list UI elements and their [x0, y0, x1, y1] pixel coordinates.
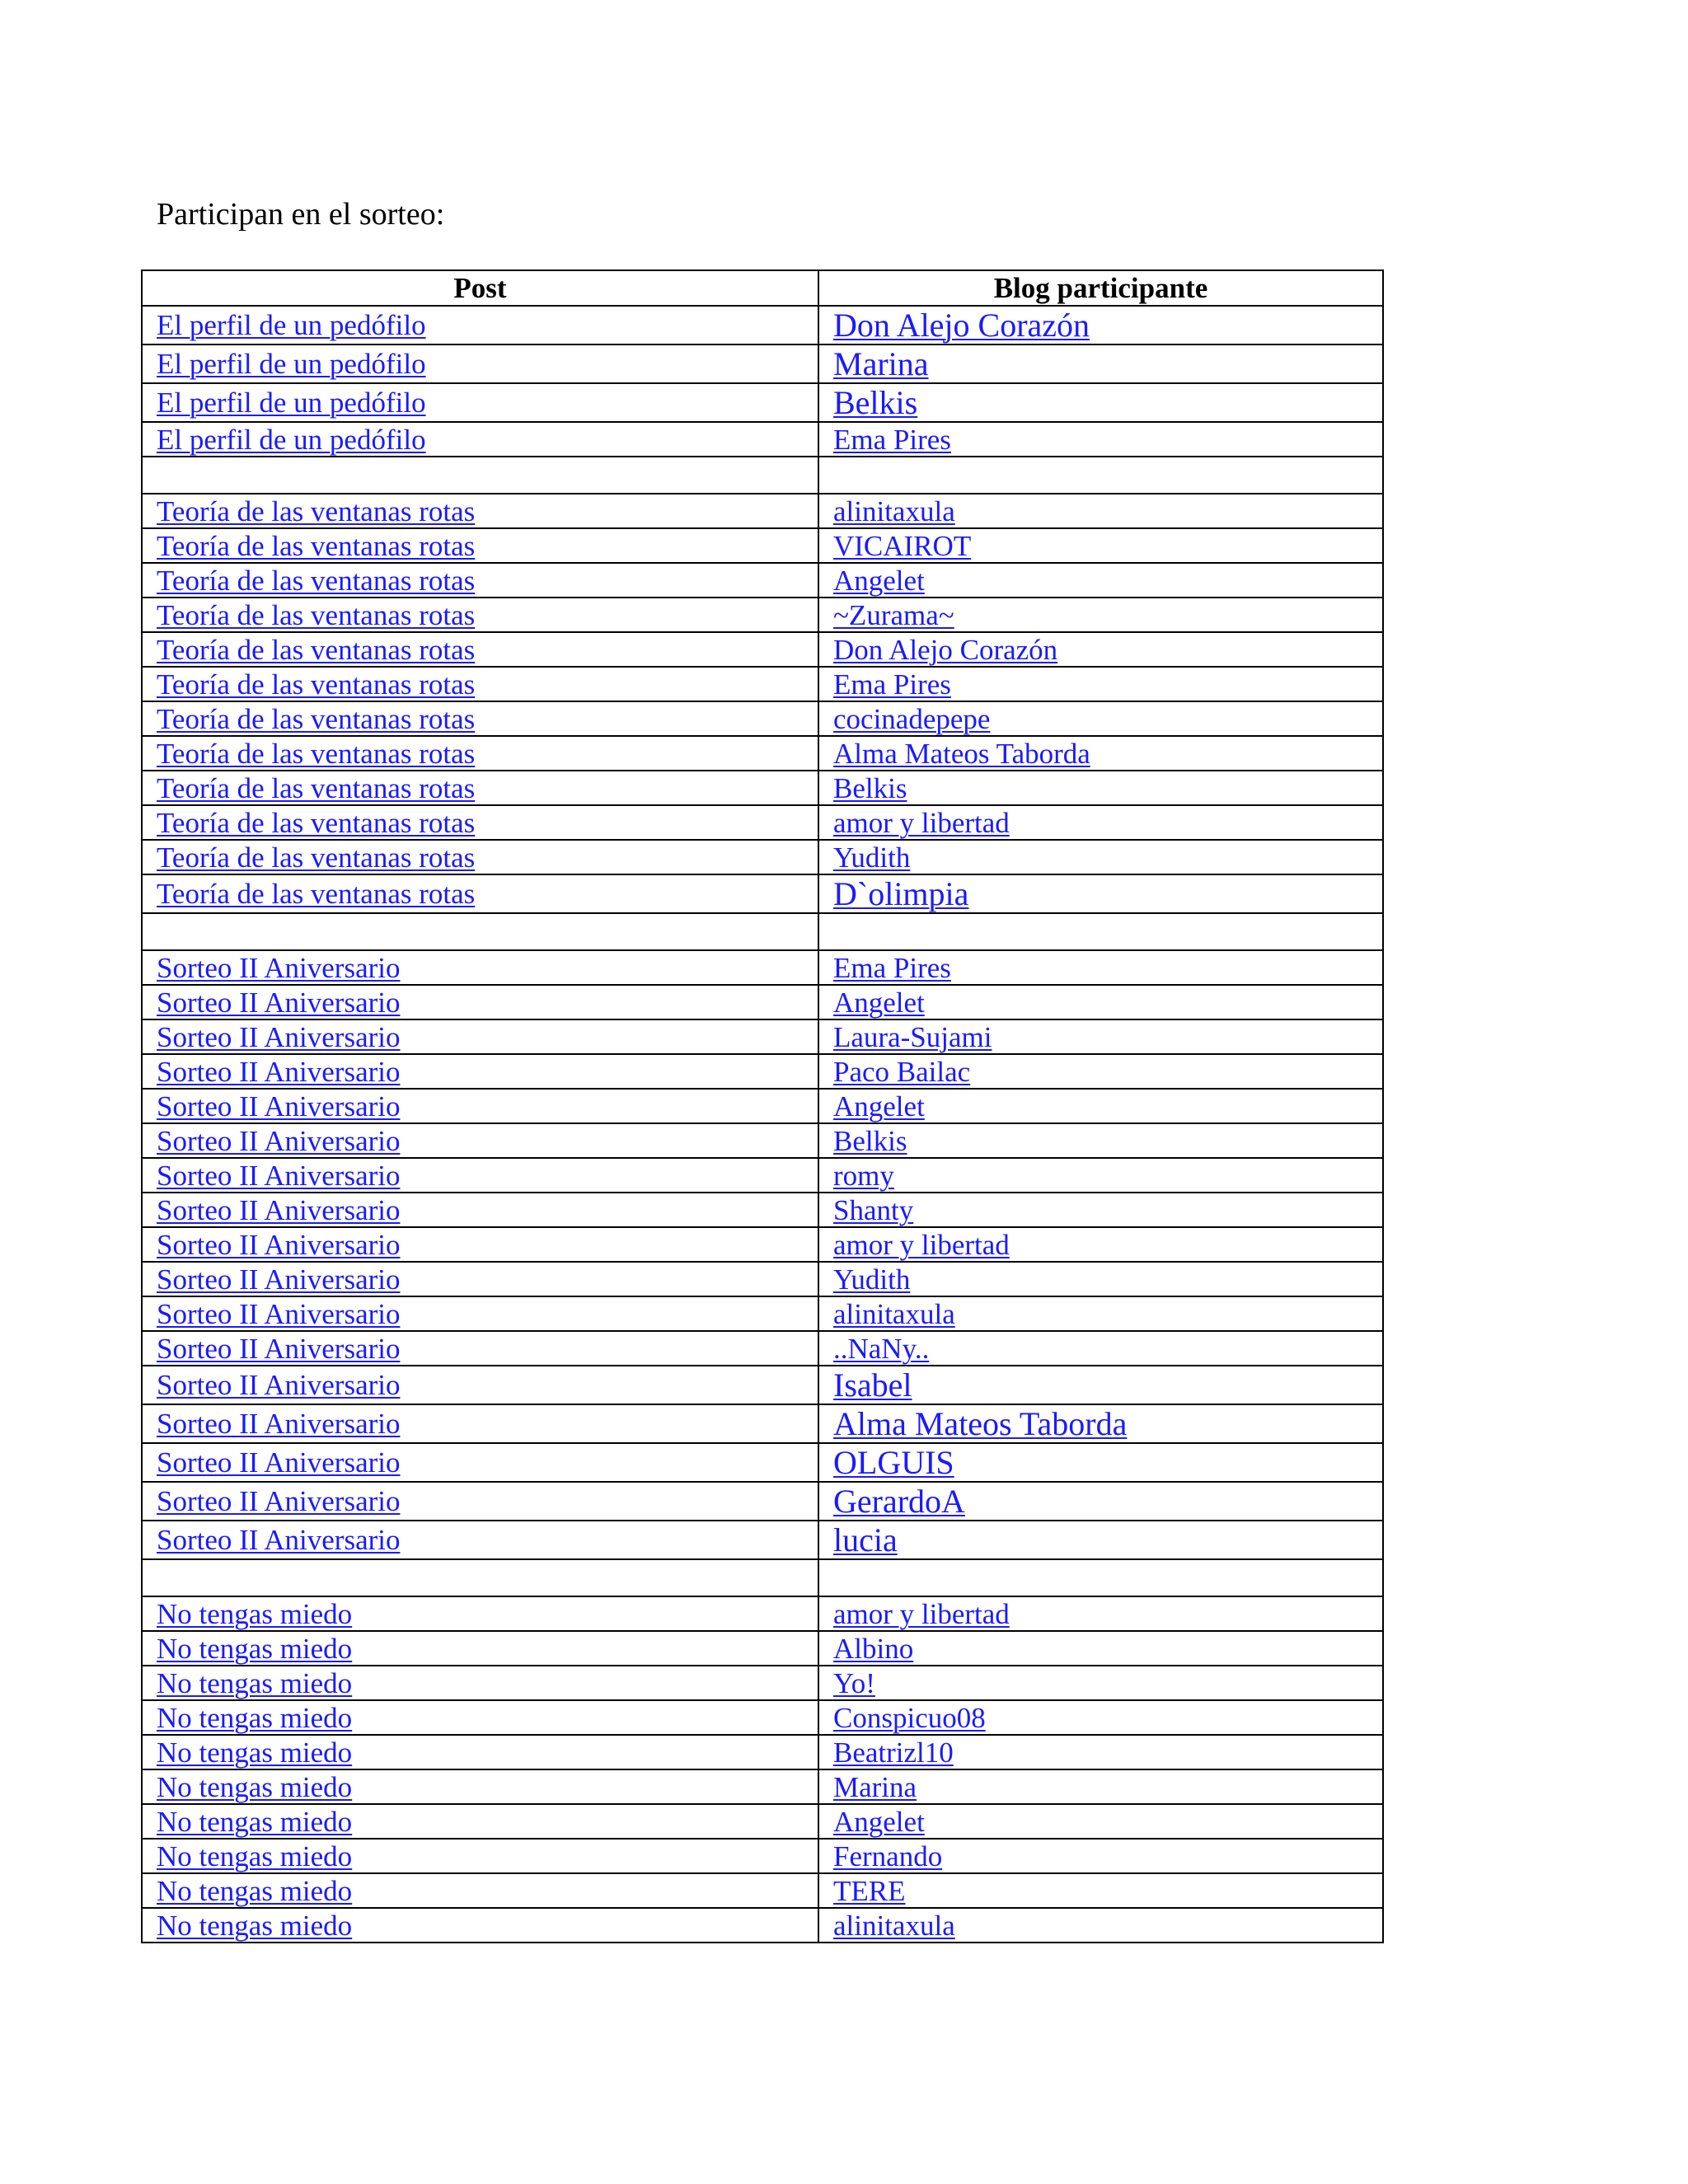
- table-row: [142, 1054, 1383, 1089]
- table-row: [142, 771, 1383, 805]
- post-cell: [142, 701, 818, 736]
- blog-link[interactable]: amor y libertad: [833, 806, 1010, 839]
- blog-cell: [818, 1804, 1383, 1839]
- post-link[interactable]: Teoría de las ventanas rotas: [157, 494, 476, 527]
- blog-link[interactable]: Paco Bailac: [833, 1055, 971, 1088]
- post-cell: [142, 383, 818, 422]
- post-cell: [142, 1631, 818, 1666]
- blog-cell: [818, 874, 1383, 913]
- post-cell: [142, 1296, 818, 1331]
- post-link[interactable]: No tengas miedo: [157, 1632, 353, 1665]
- table-row: [142, 1019, 1383, 1054]
- table-row: [142, 1873, 1383, 1908]
- post-link[interactable]: Teoría de las ventanas rotas: [157, 878, 476, 910]
- blog-link[interactable]: Isabel: [833, 1366, 912, 1404]
- post-link[interactable]: Teoría de las ventanas rotas: [157, 737, 476, 770]
- blog-cell: [818, 563, 1383, 598]
- blog-link[interactable]: Belkis: [833, 771, 907, 804]
- post-link[interactable]: Sorteo II Aniversario: [157, 951, 401, 984]
- post-link[interactable]: Sorteo II Aniversario: [157, 1369, 401, 1401]
- table-row: [142, 840, 1383, 874]
- post-column-header: Post: [142, 270, 818, 306]
- table-row: [142, 422, 1383, 457]
- blog-link[interactable]: ..NaNy..: [833, 1332, 930, 1365]
- table-row: [142, 1908, 1383, 1943]
- post-cell: [142, 913, 818, 950]
- blog-link[interactable]: Belkis: [833, 1124, 907, 1157]
- blog-cell: [818, 422, 1383, 457]
- table-row: [142, 598, 1383, 632]
- intro-text: Participan en el sorteo:: [157, 197, 445, 232]
- blog-cell: [818, 701, 1383, 736]
- blog-cell: [818, 1089, 1383, 1123]
- table-row: [142, 874, 1383, 913]
- table-row: [142, 736, 1383, 771]
- table-row: [142, 667, 1383, 701]
- post-link[interactable]: Teoría de las ventanas rotas: [157, 806, 476, 839]
- post-link[interactable]: Teoría de las ventanas rotas: [157, 633, 476, 666]
- post-link[interactable]: El perfil de un pedófilo: [157, 387, 426, 419]
- blog-cell: [818, 805, 1383, 840]
- post-cell: [142, 494, 818, 528]
- blog-cell: [818, 1262, 1383, 1296]
- post-link[interactable]: El perfil de un pedófilo: [157, 348, 426, 380]
- post-link[interactable]: Teoría de las ventanas rotas: [157, 529, 476, 562]
- blog-cell: [818, 1559, 1383, 1596]
- post-link[interactable]: No tengas miedo: [157, 1597, 353, 1630]
- post-cell: [142, 1908, 818, 1943]
- table-row-separator: [142, 1559, 1383, 1596]
- table-row-separator: [142, 913, 1383, 950]
- blog-link[interactable]: Don Alejo Corazón: [833, 306, 1090, 344]
- blog-link[interactable]: Don Alejo Corazón: [833, 633, 1058, 666]
- blog-cell: [818, 1019, 1383, 1054]
- post-link[interactable]: Sorteo II Aniversario: [157, 1193, 401, 1226]
- post-cell: [142, 1227, 818, 1262]
- table-row: [142, 1735, 1383, 1769]
- blog-cell: [818, 1908, 1383, 1943]
- table-row-separator: [142, 457, 1383, 494]
- post-cell: [142, 1559, 818, 1596]
- blog-cell: [818, 1443, 1383, 1482]
- post-cell: [142, 1666, 818, 1700]
- post-link[interactable]: Sorteo II Aniversario: [157, 1446, 401, 1479]
- blog-link[interactable]: alinitaxula: [833, 1297, 955, 1330]
- blog-cell: [818, 457, 1383, 494]
- table-row: [142, 1596, 1383, 1631]
- post-cell: [142, 874, 818, 913]
- post-link[interactable]: Sorteo II Aniversario: [157, 1485, 401, 1517]
- post-link[interactable]: No tengas miedo: [157, 1770, 353, 1803]
- post-cell: [142, 1019, 818, 1054]
- post-cell: [142, 457, 818, 494]
- blog-link[interactable]: alinitaxula: [833, 1909, 955, 1942]
- blog-cell: [818, 1054, 1383, 1089]
- post-cell: [142, 528, 818, 563]
- post-link[interactable]: Sorteo II Aniversario: [157, 1297, 401, 1330]
- post-link[interactable]: Sorteo II Aniversario: [157, 1124, 401, 1157]
- blog-link[interactable]: Angelet: [833, 986, 925, 1019]
- blog-link[interactable]: Ema Pires: [833, 668, 951, 701]
- post-cell: [142, 1735, 818, 1769]
- blog-cell: [818, 383, 1383, 422]
- blog-link[interactable]: D`olimpia: [833, 874, 969, 912]
- post-cell: [142, 1873, 818, 1908]
- blog-link[interactable]: OLGUIS: [833, 1443, 954, 1481]
- blog-link[interactable]: amor y libertad: [833, 1597, 1010, 1630]
- post-link[interactable]: Sorteo II Aniversario: [157, 1020, 401, 1053]
- blog-link[interactable]: Belkis: [833, 383, 918, 421]
- post-link[interactable]: No tengas miedo: [157, 1840, 353, 1872]
- blog-cell: [818, 1366, 1383, 1404]
- post-link[interactable]: Teoría de las ventanas rotas: [157, 564, 476, 597]
- table-row: [142, 950, 1383, 985]
- blog-cell: [818, 1631, 1383, 1666]
- post-cell: [142, 1331, 818, 1366]
- table-row: [142, 563, 1383, 598]
- blog-cell: [818, 950, 1383, 985]
- table-row: [142, 805, 1383, 840]
- post-cell: [142, 1089, 818, 1123]
- blog-link[interactable]: Alma Mateos Taborda: [833, 737, 1090, 770]
- blog-cell: [818, 1193, 1383, 1227]
- blog-link[interactable]: Marina: [833, 1770, 917, 1803]
- table-row: [142, 1631, 1383, 1666]
- blog-column-header: Blog participante: [818, 270, 1383, 306]
- post-cell: [142, 950, 818, 985]
- table-row: [142, 1769, 1383, 1804]
- table-row: [142, 1262, 1383, 1296]
- blog-link[interactable]: lucia: [833, 1521, 898, 1558]
- post-cell: [142, 1054, 818, 1089]
- post-link[interactable]: Teoría de las ventanas rotas: [157, 668, 476, 701]
- table-row: [142, 1482, 1383, 1521]
- table-row: [142, 1193, 1383, 1227]
- post-link[interactable]: Sorteo II Aniversario: [157, 1159, 401, 1192]
- blog-link[interactable]: Yudith: [833, 841, 911, 874]
- post-link[interactable]: Sorteo II Aniversario: [157, 1408, 401, 1440]
- table-row: [142, 1404, 1383, 1443]
- post-link[interactable]: Teoría de las ventanas rotas: [157, 702, 476, 735]
- post-link[interactable]: No tengas miedo: [157, 1805, 353, 1838]
- post-cell: [142, 1366, 818, 1404]
- blog-cell: [818, 306, 1383, 344]
- blog-cell: [818, 1839, 1383, 1873]
- blog-link[interactable]: Fernando: [833, 1840, 943, 1872]
- blog-cell: [818, 1296, 1383, 1331]
- blog-link[interactable]: Laura-Sujami: [833, 1020, 992, 1053]
- blog-link[interactable]: Shanty: [833, 1193, 914, 1226]
- blog-cell: [818, 1769, 1383, 1804]
- post-link[interactable]: No tengas miedo: [157, 1874, 353, 1907]
- post-cell: [142, 805, 818, 840]
- post-cell: [142, 1521, 818, 1559]
- post-cell: [142, 563, 818, 598]
- post-cell: [142, 840, 818, 874]
- table-row: [142, 1366, 1383, 1404]
- blog-cell: [818, 1482, 1383, 1521]
- blog-cell: [818, 667, 1383, 701]
- table-row: [142, 1331, 1383, 1366]
- blog-cell: [818, 985, 1383, 1019]
- table-row: [142, 1839, 1383, 1873]
- blog-cell: [818, 528, 1383, 563]
- post-link[interactable]: No tengas miedo: [157, 1909, 353, 1942]
- blog-cell: [818, 632, 1383, 667]
- blog-link[interactable]: Ema Pires: [833, 423, 951, 456]
- post-cell: [142, 306, 818, 344]
- table-row: [142, 528, 1383, 563]
- blog-cell: [818, 913, 1383, 950]
- post-link[interactable]: El perfil de un pedófilo: [157, 309, 426, 341]
- blog-cell: [818, 1700, 1383, 1735]
- post-link[interactable]: Sorteo II Aniversario: [157, 1263, 401, 1296]
- blog-link[interactable]: ~Zurama~: [833, 598, 954, 631]
- post-link[interactable]: Sorteo II Aniversario: [157, 1524, 401, 1556]
- blog-cell: [818, 736, 1383, 771]
- post-link[interactable]: No tengas miedo: [157, 1666, 353, 1699]
- blog-link[interactable]: Angelet: [833, 1805, 925, 1838]
- post-link[interactable]: No tengas miedo: [157, 1701, 353, 1734]
- post-cell: [142, 736, 818, 771]
- post-cell: [142, 598, 818, 632]
- blog-cell: [818, 1158, 1383, 1193]
- blog-cell: [818, 771, 1383, 805]
- table-row: [142, 1158, 1383, 1193]
- post-cell: [142, 422, 818, 457]
- participants-table: [141, 269, 1384, 1943]
- post-cell: [142, 1700, 818, 1735]
- table-row: [142, 1227, 1383, 1262]
- blog-link[interactable]: Yudith: [833, 1263, 911, 1296]
- blog-link[interactable]: Angelet: [833, 1090, 925, 1122]
- table-row: [142, 494, 1383, 528]
- table-row: [142, 1296, 1383, 1331]
- post-cell: [142, 344, 818, 383]
- blog-link[interactable]: Conspicuo08: [833, 1701, 986, 1734]
- blog-cell: [818, 1227, 1383, 1262]
- blog-link[interactable]: Yo!: [833, 1666, 875, 1699]
- blog-link[interactable]: TERE: [833, 1874, 906, 1907]
- blog-cell: [818, 1735, 1383, 1769]
- post-cell: [142, 1804, 818, 1839]
- blog-cell: [818, 840, 1383, 874]
- table-row: [142, 1521, 1383, 1559]
- post-cell: [142, 1839, 818, 1873]
- post-cell: [142, 771, 818, 805]
- table-row: [142, 985, 1383, 1019]
- post-cell: [142, 1404, 818, 1443]
- blog-link[interactable]: Angelet: [833, 564, 925, 597]
- blog-cell: [818, 1123, 1383, 1158]
- post-link[interactable]: Sorteo II Aniversario: [157, 1228, 401, 1261]
- blog-link[interactable]: Marina: [833, 344, 929, 382]
- table-row: [142, 1666, 1383, 1700]
- table-row: [142, 701, 1383, 736]
- blog-cell: [818, 1596, 1383, 1631]
- blog-link[interactable]: romy: [833, 1159, 894, 1192]
- table-row: [142, 306, 1383, 344]
- post-cell: [142, 1158, 818, 1193]
- post-cell: [142, 1596, 818, 1631]
- post-link[interactable]: Sorteo II Aniversario: [157, 1090, 401, 1122]
- blog-cell: [818, 1404, 1383, 1443]
- blog-link[interactable]: amor y libertad: [833, 1228, 1010, 1261]
- post-cell: [142, 985, 818, 1019]
- blog-link[interactable]: Beatrizl10: [833, 1736, 954, 1769]
- table-header-row: [142, 270, 1383, 306]
- blog-link[interactable]: GerardoA: [833, 1482, 965, 1520]
- blog-link[interactable]: Ema Pires: [833, 951, 951, 984]
- blog-cell: [818, 598, 1383, 632]
- table-row: [142, 632, 1383, 667]
- post-cell: [142, 1482, 818, 1521]
- table-row: [142, 383, 1383, 422]
- blog-link[interactable]: Albino: [833, 1632, 914, 1665]
- blog-cell: [818, 1521, 1383, 1559]
- post-cell: [142, 1769, 818, 1804]
- table-body: [142, 306, 1383, 1943]
- table-row: [142, 1804, 1383, 1839]
- blog-cell: [818, 344, 1383, 383]
- post-cell: [142, 1262, 818, 1296]
- post-link[interactable]: Teoría de las ventanas rotas: [157, 771, 476, 804]
- blog-link[interactable]: cocinadepepe: [833, 702, 991, 735]
- table-row: [142, 344, 1383, 383]
- post-link[interactable]: Teoría de las ventanas rotas: [157, 598, 476, 631]
- post-cell: [142, 632, 818, 667]
- post-link[interactable]: No tengas miedo: [157, 1736, 353, 1769]
- post-link[interactable]: Teoría de las ventanas rotas: [157, 841, 476, 874]
- blog-cell: [818, 494, 1383, 528]
- table-row: [142, 1123, 1383, 1158]
- post-cell: [142, 667, 818, 701]
- blog-link[interactable]: VICAIROT: [833, 529, 972, 562]
- table-row: [142, 1089, 1383, 1123]
- post-link[interactable]: El perfil de un pedófilo: [157, 423, 426, 456]
- blog-cell: [818, 1666, 1383, 1700]
- post-cell: [142, 1193, 818, 1227]
- post-link[interactable]: Sorteo II Aniversario: [157, 1055, 401, 1088]
- table-row: [142, 1443, 1383, 1482]
- blog-cell: [818, 1331, 1383, 1366]
- post-link[interactable]: Sorteo II Aniversario: [157, 1332, 401, 1365]
- post-link[interactable]: Sorteo II Aniversario: [157, 986, 401, 1019]
- blog-link[interactable]: alinitaxula: [833, 494, 955, 527]
- blog-link[interactable]: Alma Mateos Taborda: [833, 1404, 1128, 1442]
- post-cell: [142, 1123, 818, 1158]
- blog-cell: [818, 1873, 1383, 1908]
- table-row: [142, 1700, 1383, 1735]
- post-cell: [142, 1443, 818, 1482]
